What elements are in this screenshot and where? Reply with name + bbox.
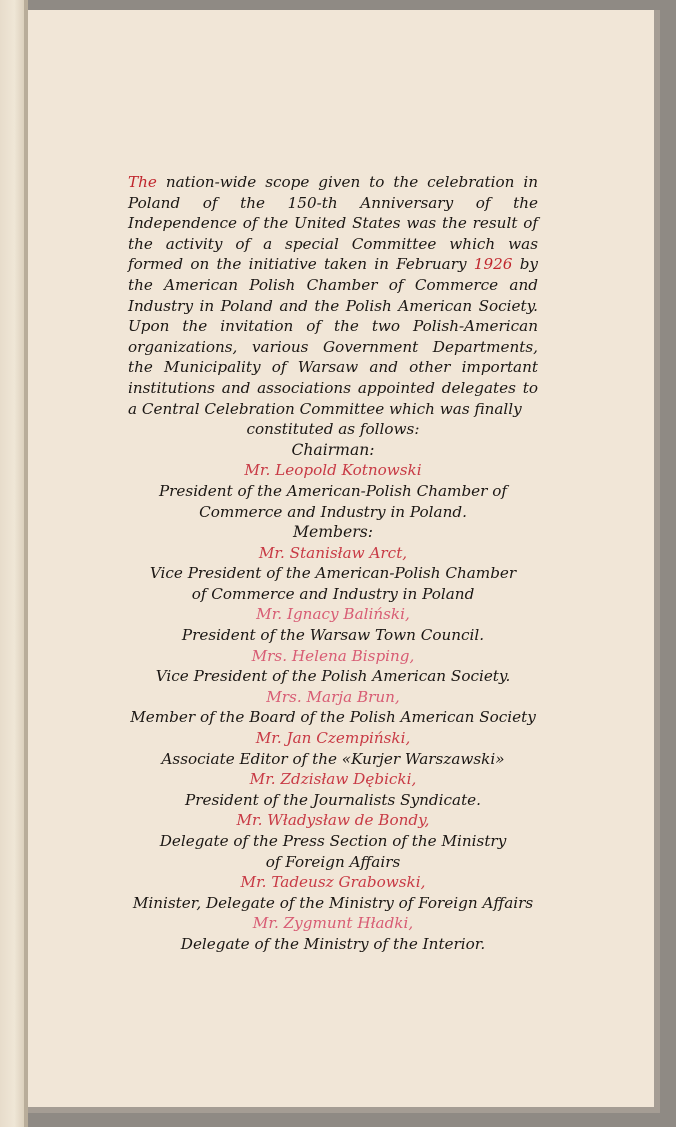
member-role: Delegate of the Ministry of the Interior. bbox=[180, 934, 486, 953]
member-name: Mrs. Helena Bisping, bbox=[251, 646, 415, 665]
member-role: Vice President of the Polish American Society. bbox=[155, 667, 511, 686]
member-name: Mr. Zdzisław Dębicki, bbox=[249, 770, 417, 789]
chairman-label: Chairman: bbox=[291, 440, 375, 459]
member-role: Member of the Board of the Polish American Society bbox=[130, 708, 536, 727]
constituted-line: constituted as follows: bbox=[246, 420, 420, 439]
paragraph-part-1: nation-wide scope given to the celebration in Poland of the 150-th Anniversary of the Independence of the United States was the result of the activity of a special Committee which was formed on the initiative taken in February bbox=[128, 173, 538, 274]
member-name: Mr. Zygmunt Hładki, bbox=[252, 914, 414, 933]
member-role: President of the Journalists Syndicate. bbox=[184, 790, 481, 809]
document-page bbox=[28, 10, 660, 1113]
member-role: Minister, Delegate of the Ministry of Foreign Affairs bbox=[132, 893, 534, 912]
page-text bbox=[128, 172, 538, 955]
chairman-role-line-2: Commerce and Industry in Poland. bbox=[199, 502, 467, 521]
chairman-role-line-1: President of the American-Polish Chamber of bbox=[158, 481, 508, 500]
member-name: Mr. Stanisław Arct, bbox=[258, 543, 408, 562]
member-name: Mr. Tadeusz Grabowski, bbox=[240, 873, 426, 892]
year: 1926 bbox=[473, 255, 513, 274]
member-role: President of the Warsaw Town Council. bbox=[181, 626, 485, 645]
paragraph-part-2: by the American Polish Chamber of Commerce and Industry in Poland and the Polish American Society. Upon the invitation of the two Polish-American organizations, various Government Departments, the Municipality of Warsaw and other important institutions and associations appointed delegates to a Central Celebration Committee which was finally bbox=[128, 255, 538, 418]
member-role: Associate Editor of the «Kurjer Warszawski» bbox=[161, 749, 505, 768]
member-role: of Foreign Affairs bbox=[265, 852, 401, 871]
member-name: Mr. Jan Czempiński, bbox=[255, 729, 411, 748]
member-role: of Commerce and Industry in Poland bbox=[191, 584, 475, 603]
member-role: Vice President of the American-Polish Chamber bbox=[149, 564, 517, 583]
initial-word: The bbox=[128, 173, 157, 191]
members-label: Members: bbox=[293, 523, 373, 542]
intro-paragraph bbox=[128, 172, 538, 419]
member-name: Mr. Władysław de Bondy, bbox=[236, 811, 430, 830]
facing-page-edge bbox=[0, 0, 26, 1127]
chairman-name: Mr. Leopold Kotnowski bbox=[244, 461, 422, 480]
member-name: Mr. Ignacy Baliński, bbox=[256, 605, 410, 624]
member-role: Delegate of the Press Section of the Ministry bbox=[159, 832, 507, 850]
member-name: Mrs. Marja Brun, bbox=[266, 687, 400, 706]
